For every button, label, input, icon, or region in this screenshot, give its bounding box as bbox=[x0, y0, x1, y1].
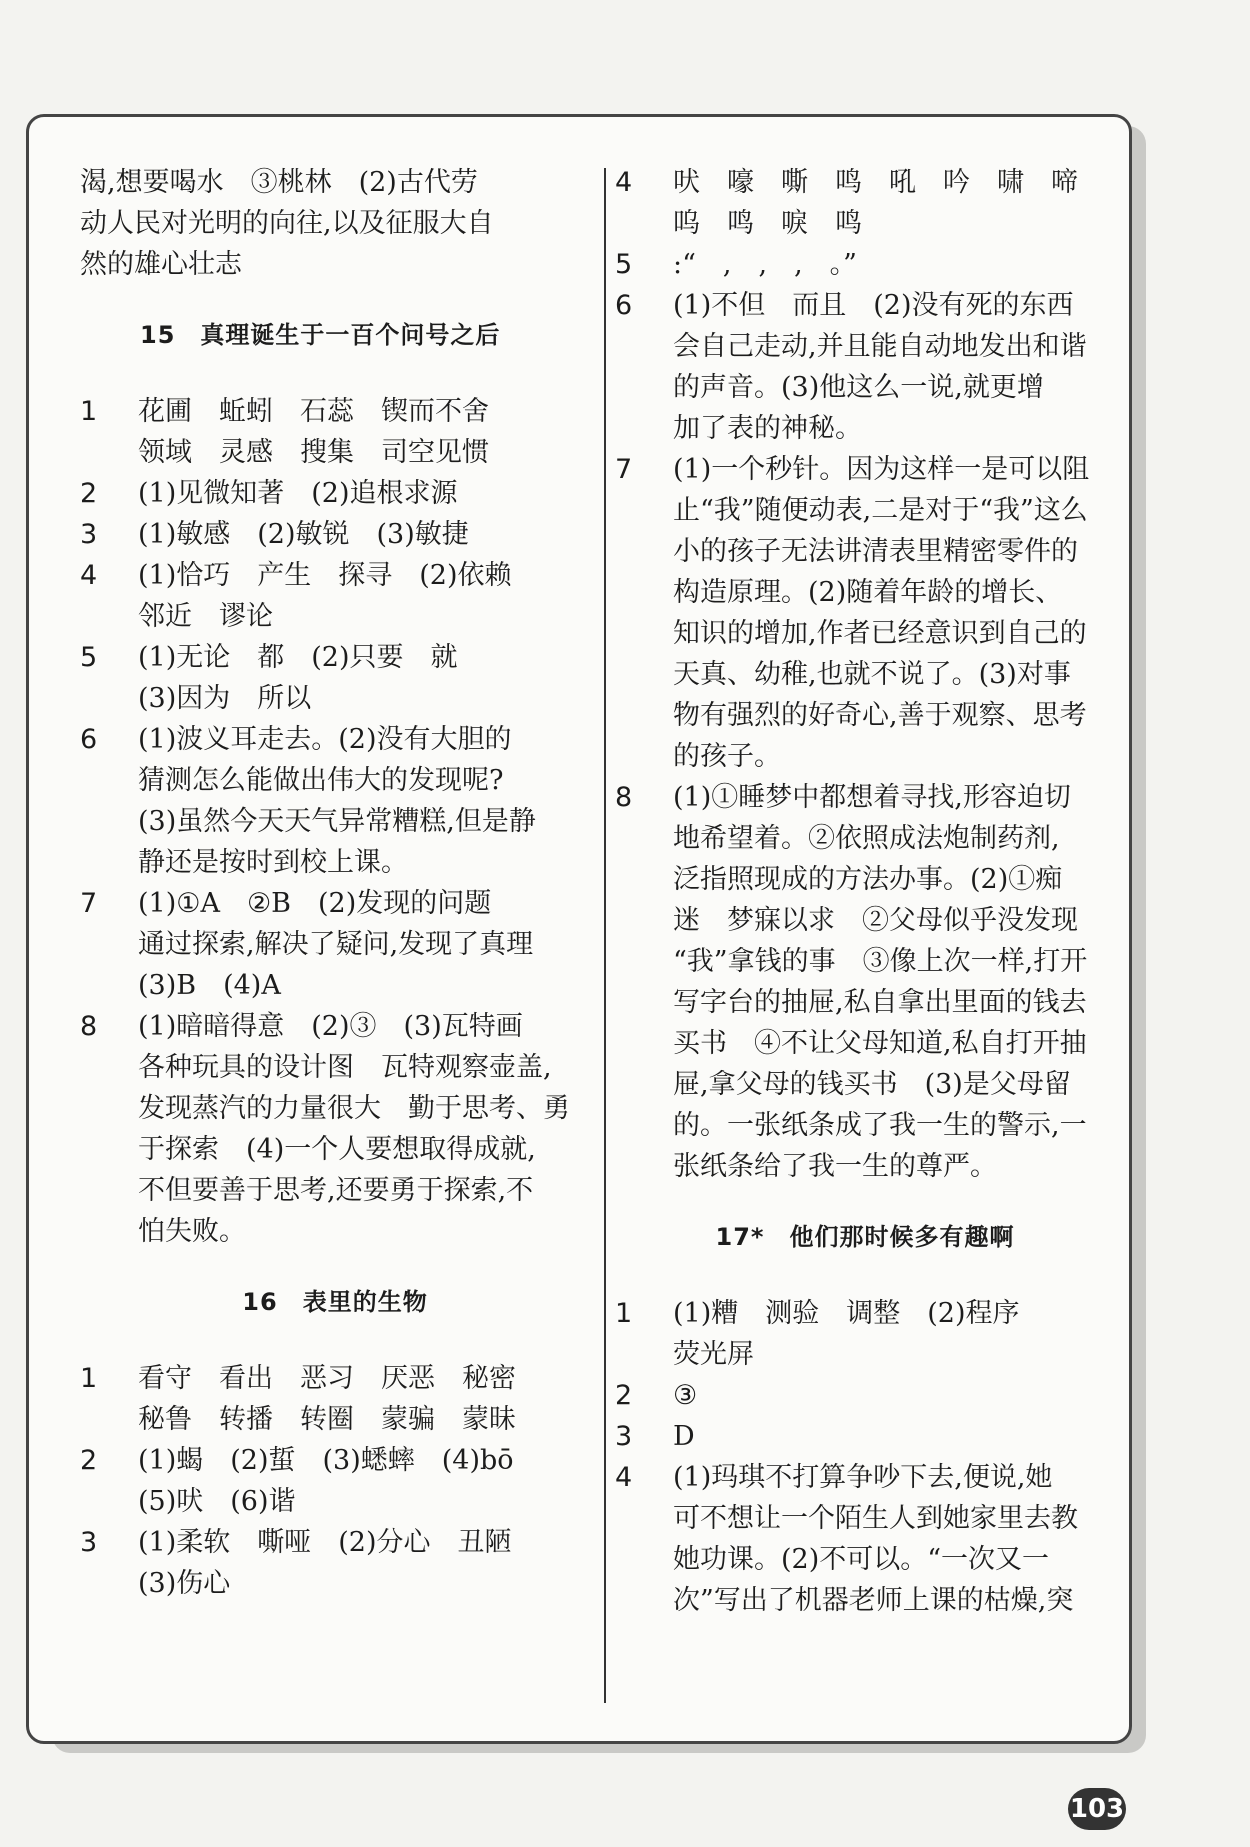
answer-line: 止“我”随便动表,二是对于“我”这么 bbox=[673, 495, 1088, 526]
answer-item bbox=[80, 883, 590, 1006]
item-number: 6 bbox=[615, 290, 633, 321]
item-number: 4 bbox=[80, 560, 98, 591]
item-number: 4 bbox=[615, 1462, 633, 1493]
answer-line: 不但要善于思考,还要勇于探索,不 bbox=[138, 1175, 534, 1206]
answer-line: 次”写出了机器老师上课的枯燥,突 bbox=[673, 1585, 1074, 1616]
answer-line: 屉,拿父母的钱买书 (3)是父母留 bbox=[673, 1069, 1071, 1100]
answer-line: (3)虽然今天天气异常糟糕,但是静 bbox=[138, 806, 536, 837]
answer-line: 会自己走动,并且能自动地发出和谐 bbox=[673, 331, 1087, 362]
item-number: 3 bbox=[80, 1527, 98, 1558]
answer-line: (5)吠 (6)谐 bbox=[138, 1486, 296, 1517]
answer-item bbox=[615, 777, 1115, 1187]
answer-item bbox=[80, 391, 590, 473]
item-number: 1 bbox=[615, 1298, 633, 1329]
answer-line: 可不想让一个陌生人到她家里去教 bbox=[673, 1503, 1078, 1534]
answer-line: (1)无论 都 (2)只要 就 bbox=[138, 642, 458, 673]
answer-line: 吠 嚎 嘶 鸣 吼 吟 啸 啼 bbox=[673, 167, 1078, 198]
item-number: 7 bbox=[615, 454, 633, 485]
answer-line: 的声音。(3)他这么一说,就更增 bbox=[673, 372, 1044, 403]
answer-line: (1)波义耳走去。(2)没有大胆的 bbox=[138, 724, 512, 755]
answer-item bbox=[615, 285, 1115, 449]
answer-line: 写字台的抽屉,私自拿出里面的钱去 bbox=[673, 987, 1087, 1018]
answer-item bbox=[615, 449, 1115, 777]
answer-line: D bbox=[673, 1421, 695, 1452]
answer-line: 地希望着。②依照成法炮制药剂, bbox=[673, 823, 1060, 854]
answer-line: 花圃 蚯蚓 石蕊 锲而不舍 bbox=[138, 396, 489, 427]
item-number: 2 bbox=[80, 478, 98, 509]
answer-line: 加了表的神秘。 bbox=[673, 413, 862, 444]
item-number: 3 bbox=[80, 519, 98, 550]
item-number: 5 bbox=[80, 642, 98, 673]
answer-line: 然的雄心壮志 bbox=[80, 249, 242, 280]
answer-item bbox=[80, 1440, 590, 1522]
answer-line: (1)不但 而且 (2)没有死的东西 bbox=[673, 290, 1074, 321]
answer-item bbox=[615, 244, 1115, 285]
answer-line: (3)因为 所以 bbox=[138, 683, 312, 714]
answer-line: (1)一个秒针。因为这样一是可以阻 bbox=[673, 454, 1090, 485]
answer-line: 动人民对光明的向往,以及征服大自 bbox=[80, 208, 494, 239]
answer-line: 天真、幼稚,也就不说了。(3)对事 bbox=[673, 659, 1071, 690]
answer-line: (1)糟 测验 调整 (2)程序 bbox=[673, 1298, 1020, 1329]
answer-item bbox=[80, 555, 590, 637]
answer-line: 物有强烈的好奇心,善于观察、思考 bbox=[673, 700, 1087, 731]
answer-line: (3)B (4)A bbox=[138, 970, 281, 1001]
page-number: 103 bbox=[1068, 1788, 1126, 1830]
item-number: 8 bbox=[80, 1011, 98, 1042]
item-number: 3 bbox=[615, 1421, 633, 1452]
answer-item bbox=[80, 719, 590, 883]
item-number: 2 bbox=[615, 1380, 633, 1411]
section-heading: 16 表里的生物 bbox=[242, 1288, 428, 1316]
answer-item bbox=[615, 1416, 1115, 1457]
answer-item bbox=[80, 1522, 590, 1604]
answer-line: (1)见微知著 (2)追根求源 bbox=[138, 478, 458, 509]
column-divider bbox=[604, 168, 606, 1703]
answer-line: ③ bbox=[673, 1380, 698, 1411]
item-number: 6 bbox=[80, 724, 98, 755]
answer-line: 买书 ④不让父母知道,私自打开抽 bbox=[673, 1028, 1087, 1059]
item-number: 1 bbox=[80, 396, 98, 427]
answer-line: (1)①睡梦中都想着寻找,形容迫切 bbox=[673, 782, 1071, 813]
answer-line: :“ , , , 。” bbox=[673, 249, 857, 280]
answer-line: 的。一张纸条成了我一生的警示,一 bbox=[673, 1110, 1087, 1141]
section-heading: 17* 他们那时候多有趣啊 bbox=[715, 1223, 1015, 1251]
answer-line: 她功课。(2)不可以。“一次又一 bbox=[673, 1544, 1050, 1575]
answer-line: 邻近 谬论 bbox=[138, 601, 273, 632]
section-heading: 15 真理诞生于一百个问号之后 bbox=[140, 321, 501, 349]
answer-line: (1)敏感 (2)敏锐 (3)敏捷 bbox=[138, 519, 469, 550]
answer-line: 呜 鸣 唳 鸣 bbox=[673, 208, 862, 239]
answer-line: 静还是按时到校上课。 bbox=[138, 847, 408, 878]
answer-line: 怕失败。 bbox=[138, 1216, 246, 1247]
answer-line: 于探索 (4)一个人要想取得成就, bbox=[138, 1134, 536, 1165]
answer-line: 构造原理。(2)随着年龄的增长、 bbox=[673, 577, 1063, 608]
answer-item bbox=[615, 1375, 1115, 1416]
answer-line: (1)暗暗得意 (2)③ (3)瓦特画 bbox=[138, 1011, 523, 1042]
item-number: 2 bbox=[80, 1445, 98, 1476]
answer-item bbox=[80, 637, 590, 719]
answer-line: 的孩子。 bbox=[673, 741, 781, 772]
answer-line: (1)玛琪不打算争吵下去,便说,她 bbox=[673, 1462, 1053, 1493]
answer-item bbox=[80, 1358, 590, 1440]
item-number: 8 bbox=[615, 782, 633, 813]
answer-item bbox=[615, 1457, 1115, 1621]
answer-item bbox=[80, 473, 590, 514]
answer-line: 张纸条给了我一生的尊严。 bbox=[673, 1151, 997, 1182]
answer-line: (1)①A ②B (2)发现的问题 bbox=[138, 888, 492, 919]
answer-item bbox=[80, 514, 590, 555]
item-number: 7 bbox=[80, 888, 98, 919]
continued-paragraph bbox=[80, 162, 590, 285]
answer-line: 小的孩子无法讲清表里精密零件的 bbox=[673, 536, 1078, 567]
answer-line: 各种玩具的设计图 瓦特观察壶盖, bbox=[138, 1052, 552, 1083]
answer-item bbox=[615, 162, 1115, 244]
answer-line: 发现蒸汽的力量很大 勤于思考、勇 bbox=[138, 1093, 570, 1124]
left-column bbox=[80, 162, 590, 1604]
answer-line: (1)恰巧 产生 探寻 (2)依赖 bbox=[138, 560, 512, 591]
answer-line: (3)伤心 bbox=[138, 1568, 231, 1599]
item-number: 4 bbox=[615, 167, 633, 198]
answer-line: 知识的增加,作者已经意识到自己的 bbox=[673, 618, 1087, 649]
right-column bbox=[615, 162, 1115, 1621]
answer-line: 领域 灵感 搜集 司空见惯 bbox=[138, 437, 489, 468]
answer-line: 荧光屏 bbox=[673, 1339, 754, 1370]
answer-line: 秘鲁 转播 转圈 蒙骗 蒙昧 bbox=[138, 1404, 516, 1435]
answer-line: 看守 看出 恶习 厌恶 秘密 bbox=[138, 1363, 516, 1394]
answer-line: 迷 梦寐以求 ②父母似乎没发现 bbox=[673, 905, 1078, 936]
answer-line: 猜测怎么能做出伟大的发现呢? bbox=[138, 765, 504, 796]
answer-line: (1)蝎 (2)蜇 (3)蟋蟀 (4)bō bbox=[138, 1445, 514, 1476]
item-number: 5 bbox=[615, 249, 633, 280]
answer-line: “我”拿钱的事 ③像上次一样,打开 bbox=[673, 946, 1088, 977]
item-number: 1 bbox=[80, 1363, 98, 1394]
answer-line: 通过探索,解决了疑问,发现了真理 bbox=[138, 929, 534, 960]
answer-line: 泛指照现成的方法办事。(2)①痴 bbox=[673, 864, 1063, 895]
answer-line: 渴,想要喝水 ③桃林 (2)古代劳 bbox=[80, 167, 478, 198]
answer-item bbox=[80, 1006, 590, 1252]
answer-item bbox=[615, 1293, 1115, 1375]
answer-line: (1)柔软 嘶哑 (2)分心 丑陋 bbox=[138, 1527, 512, 1558]
